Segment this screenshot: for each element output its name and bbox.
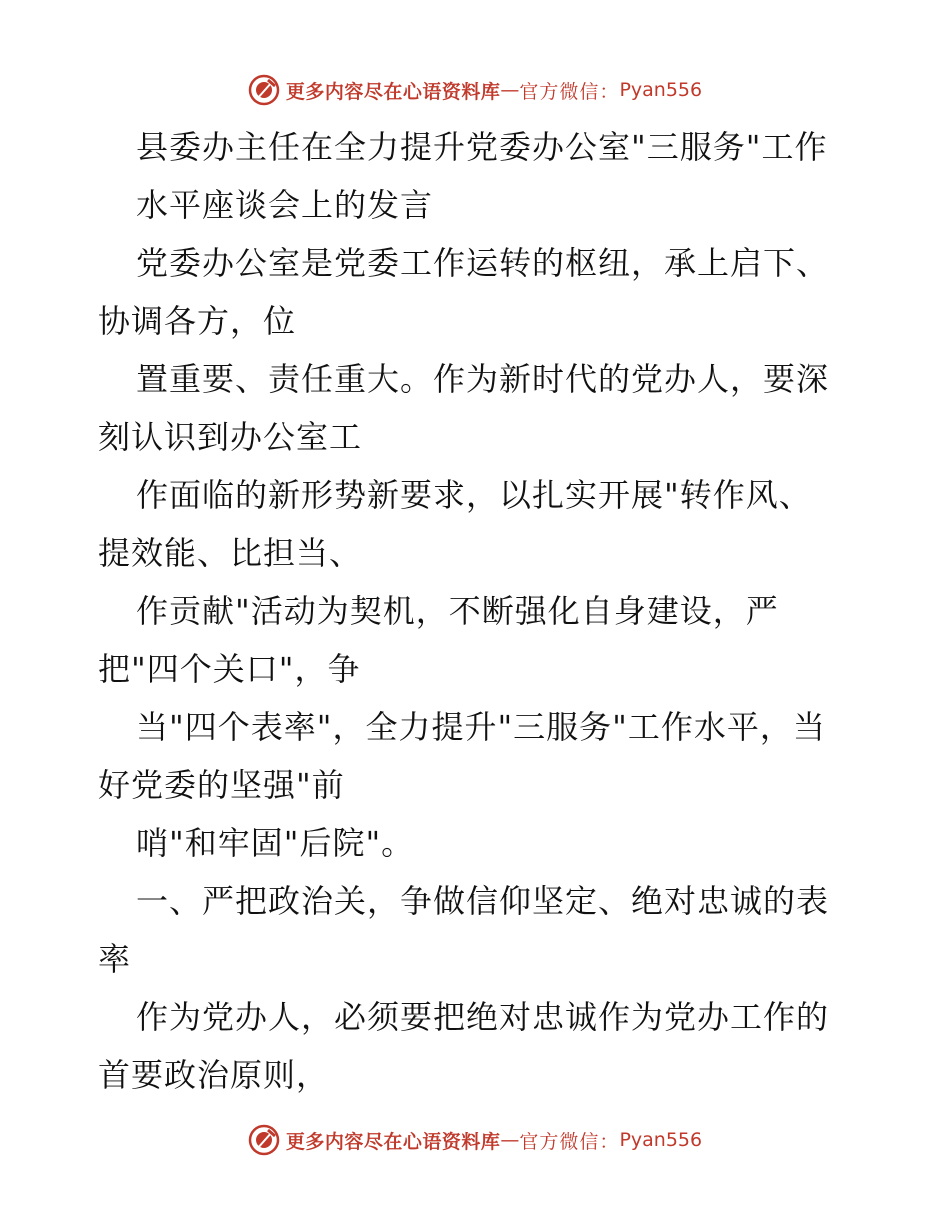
body-line: 作为党办人，必须要把绝对忠诚作为党办工作的	[136, 998, 830, 1036]
body-line: 首要政治原则，	[98, 1056, 330, 1094]
body-line: 好党委的坚强"前	[98, 766, 345, 804]
document-body	[98, 118, 858, 1104]
header-separator: —	[500, 79, 520, 101]
body-line: 党委办公室是党委工作运转的枢纽，承上启下、	[136, 244, 830, 282]
body-line: 刻认识到办公室工	[98, 418, 363, 456]
body-line: 置重要、责任重大。作为新时代的党办人，要深	[136, 360, 830, 398]
footer-text: 更多内容尽在心语资料库	[285, 1130, 501, 1153]
body-line: 作贡献"活动为契机，不断强化自身建设，严	[136, 592, 779, 630]
footer-banner	[0, 1120, 950, 1160]
header-wechat-label: 官方微信：	[519, 80, 620, 103]
section-heading-cont: 率	[98, 940, 132, 978]
section-heading: 一、严把政治关，争做信仰坚定、绝对忠诚的表	[136, 882, 830, 920]
title-line-1: 县委办主任在全力提升党委办公室"三服务"工作	[136, 128, 828, 166]
footer-wechat-id: Pyan556	[619, 1129, 703, 1151]
footer-wechat-label: 官方微信：	[519, 1130, 620, 1153]
header-banner	[0, 70, 950, 110]
body-line: 当"四个表率"，全力提升"三服务"工作水平，当	[136, 708, 826, 746]
footer-separator: —	[500, 1129, 520, 1151]
header-wechat-id: Pyan556	[619, 79, 703, 101]
body-line: 哨"和牢固"后院"。	[136, 824, 415, 862]
pen-logo-icon	[248, 1124, 280, 1156]
body-line: 提效能、比担当、	[98, 534, 363, 572]
body-line: 作面临的新形势新要求，以扎实开展"转作风、	[136, 476, 812, 514]
title-line-2: 水平座谈会上的发言	[136, 186, 434, 224]
body-line: 把"四个关口"，争	[98, 650, 361, 688]
header-text: 更多内容尽在心语资料库	[285, 80, 501, 103]
pen-logo-icon	[248, 74, 280, 106]
body-line: 协调各方，位	[98, 302, 297, 340]
